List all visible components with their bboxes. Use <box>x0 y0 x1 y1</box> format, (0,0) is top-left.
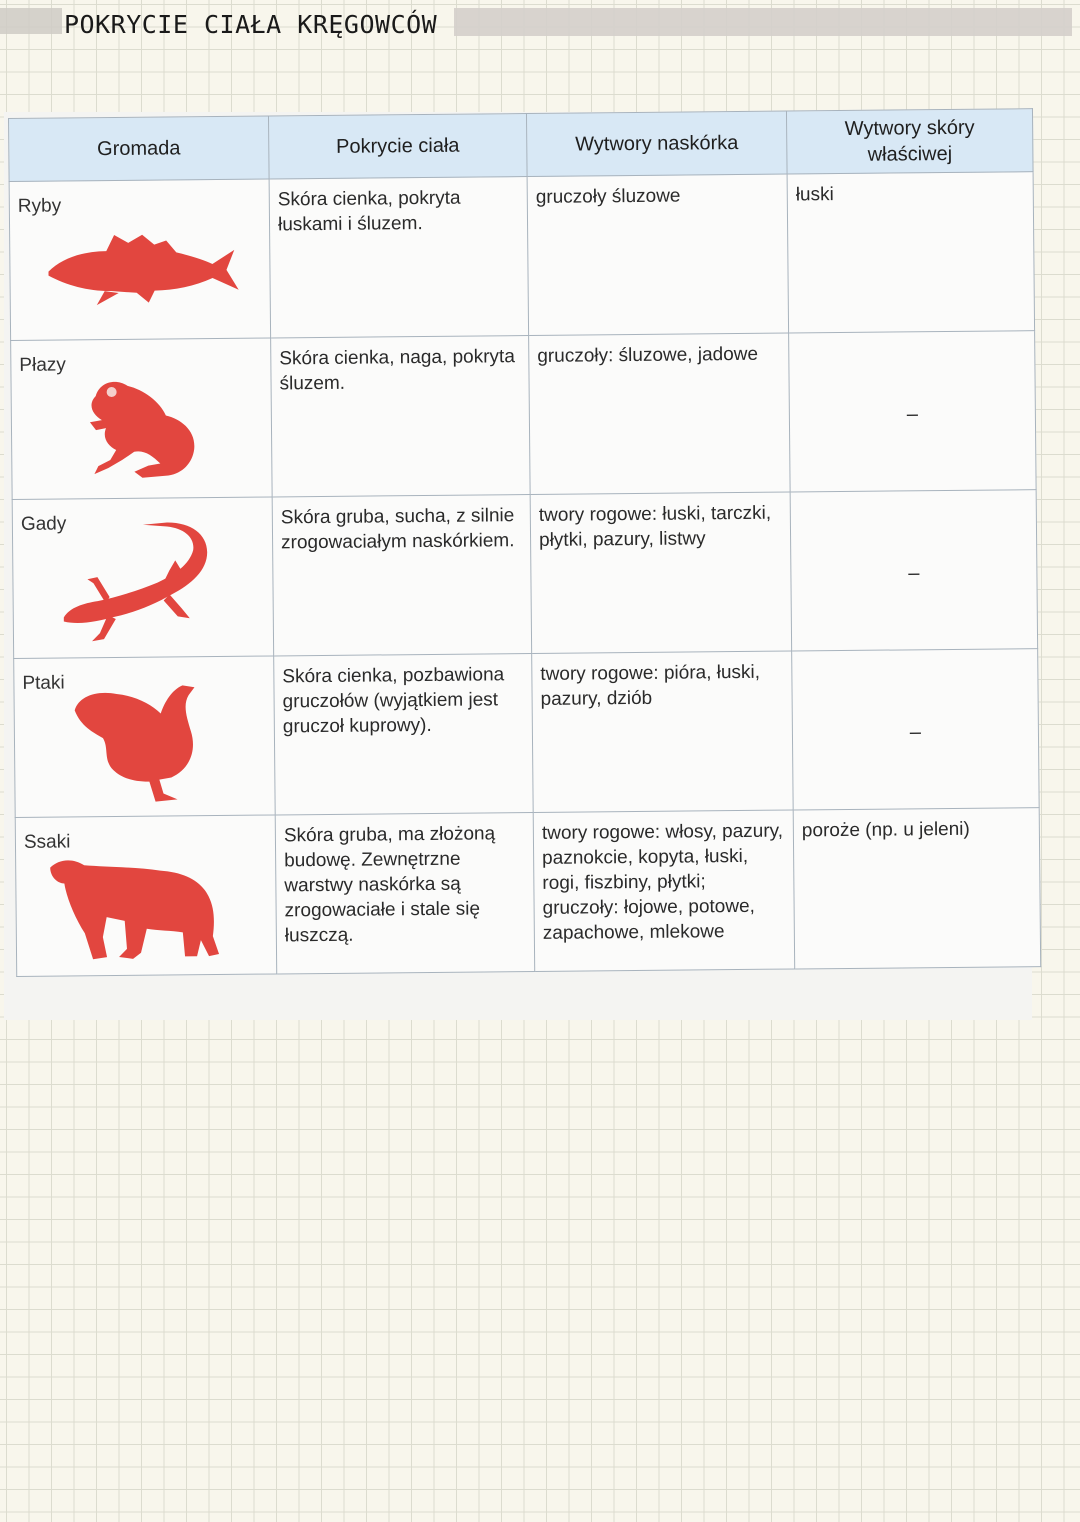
header-epidermis-products: Wytwory naskórka <box>526 111 787 176</box>
dermis-dash: – <box>908 562 920 585</box>
coverage-cell: Skóra cienka, pokryta łuskami i śluzem. <box>269 177 529 338</box>
coverage-cell: Skóra gruba, sucha, z silnie zrogowaciałym naskórkiem. <box>272 495 532 656</box>
class-name: Ptaki <box>22 672 65 694</box>
coverage-cell: Skóra cienka, pozbawiona gruczołów (wyjątkiem jest gruczoł kuprowy). <box>274 653 534 814</box>
bird-icon <box>72 681 203 810</box>
fish-icon <box>44 228 245 310</box>
class-cell <box>11 338 273 499</box>
tape-strip-right <box>454 8 1072 36</box>
epidermis-cell: gruczoły: śluzowe, jadowe <box>529 333 791 494</box>
tape-strip-left <box>0 8 62 34</box>
coverage-cell: Skóra cienka, naga, pokryta śluzem. <box>271 336 531 497</box>
class-cell <box>12 497 274 658</box>
page-title: POKRYCIE CIAŁA KRĘGOWCÓW <box>64 10 438 39</box>
class-cell <box>9 179 271 340</box>
class-name: Ryby <box>17 195 62 217</box>
header-class: Gromada <box>9 116 270 181</box>
table-row <box>14 649 1039 818</box>
class-name: Gady <box>20 513 67 535</box>
dermis-cell: łuski <box>787 172 1035 333</box>
table-header-row <box>9 109 1034 182</box>
table-row <box>9 172 1034 341</box>
epidermis-cell: gruczoły śluzowe <box>527 174 789 335</box>
frog-icon <box>81 375 202 486</box>
class-name: Ssaki <box>23 831 71 853</box>
table-row <box>15 808 1040 977</box>
dermis-cell <box>792 649 1040 810</box>
class-cell <box>15 815 277 976</box>
class-cell <box>14 656 276 817</box>
dermis-cell <box>790 490 1038 651</box>
class-name: Płazy <box>19 354 66 376</box>
dermis-dash: – <box>906 403 919 426</box>
big-cat-icon <box>48 856 225 968</box>
header-body-cover: Pokrycie ciała <box>268 114 527 179</box>
epidermis-cell: twory rogowe: włosy, pazury, paznokcie, kopyta, łuski, rogi, fiszbiny, płytki; gruczoły: łojowe, potowe, zapachowe, mlekowe <box>533 810 795 971</box>
dermis-dash: – <box>909 721 922 744</box>
lizard-icon <box>57 520 218 650</box>
table-row <box>12 490 1037 659</box>
header-dermis-products: Wytwory skóry właściwej <box>786 109 1033 174</box>
coverage-cell: Skóra gruba, ma złożoną budowę. Zewnętrzne warstwy naskórka są zrogowaciałe i stale się łuszczą. <box>275 812 535 973</box>
title-bar <box>0 4 1072 38</box>
dermis-cell <box>789 331 1037 492</box>
vertebrate-skin-table <box>8 108 1041 977</box>
epidermis-cell: twory rogowe: pióra, łuski, pazury, dziób <box>532 651 794 812</box>
dermis-cell: poroże (np. u jeleni) <box>793 808 1041 969</box>
epidermis-cell: twory rogowe: łuski, tarczki, płytki, pazury, listwy <box>530 492 792 653</box>
table-row <box>11 331 1036 500</box>
